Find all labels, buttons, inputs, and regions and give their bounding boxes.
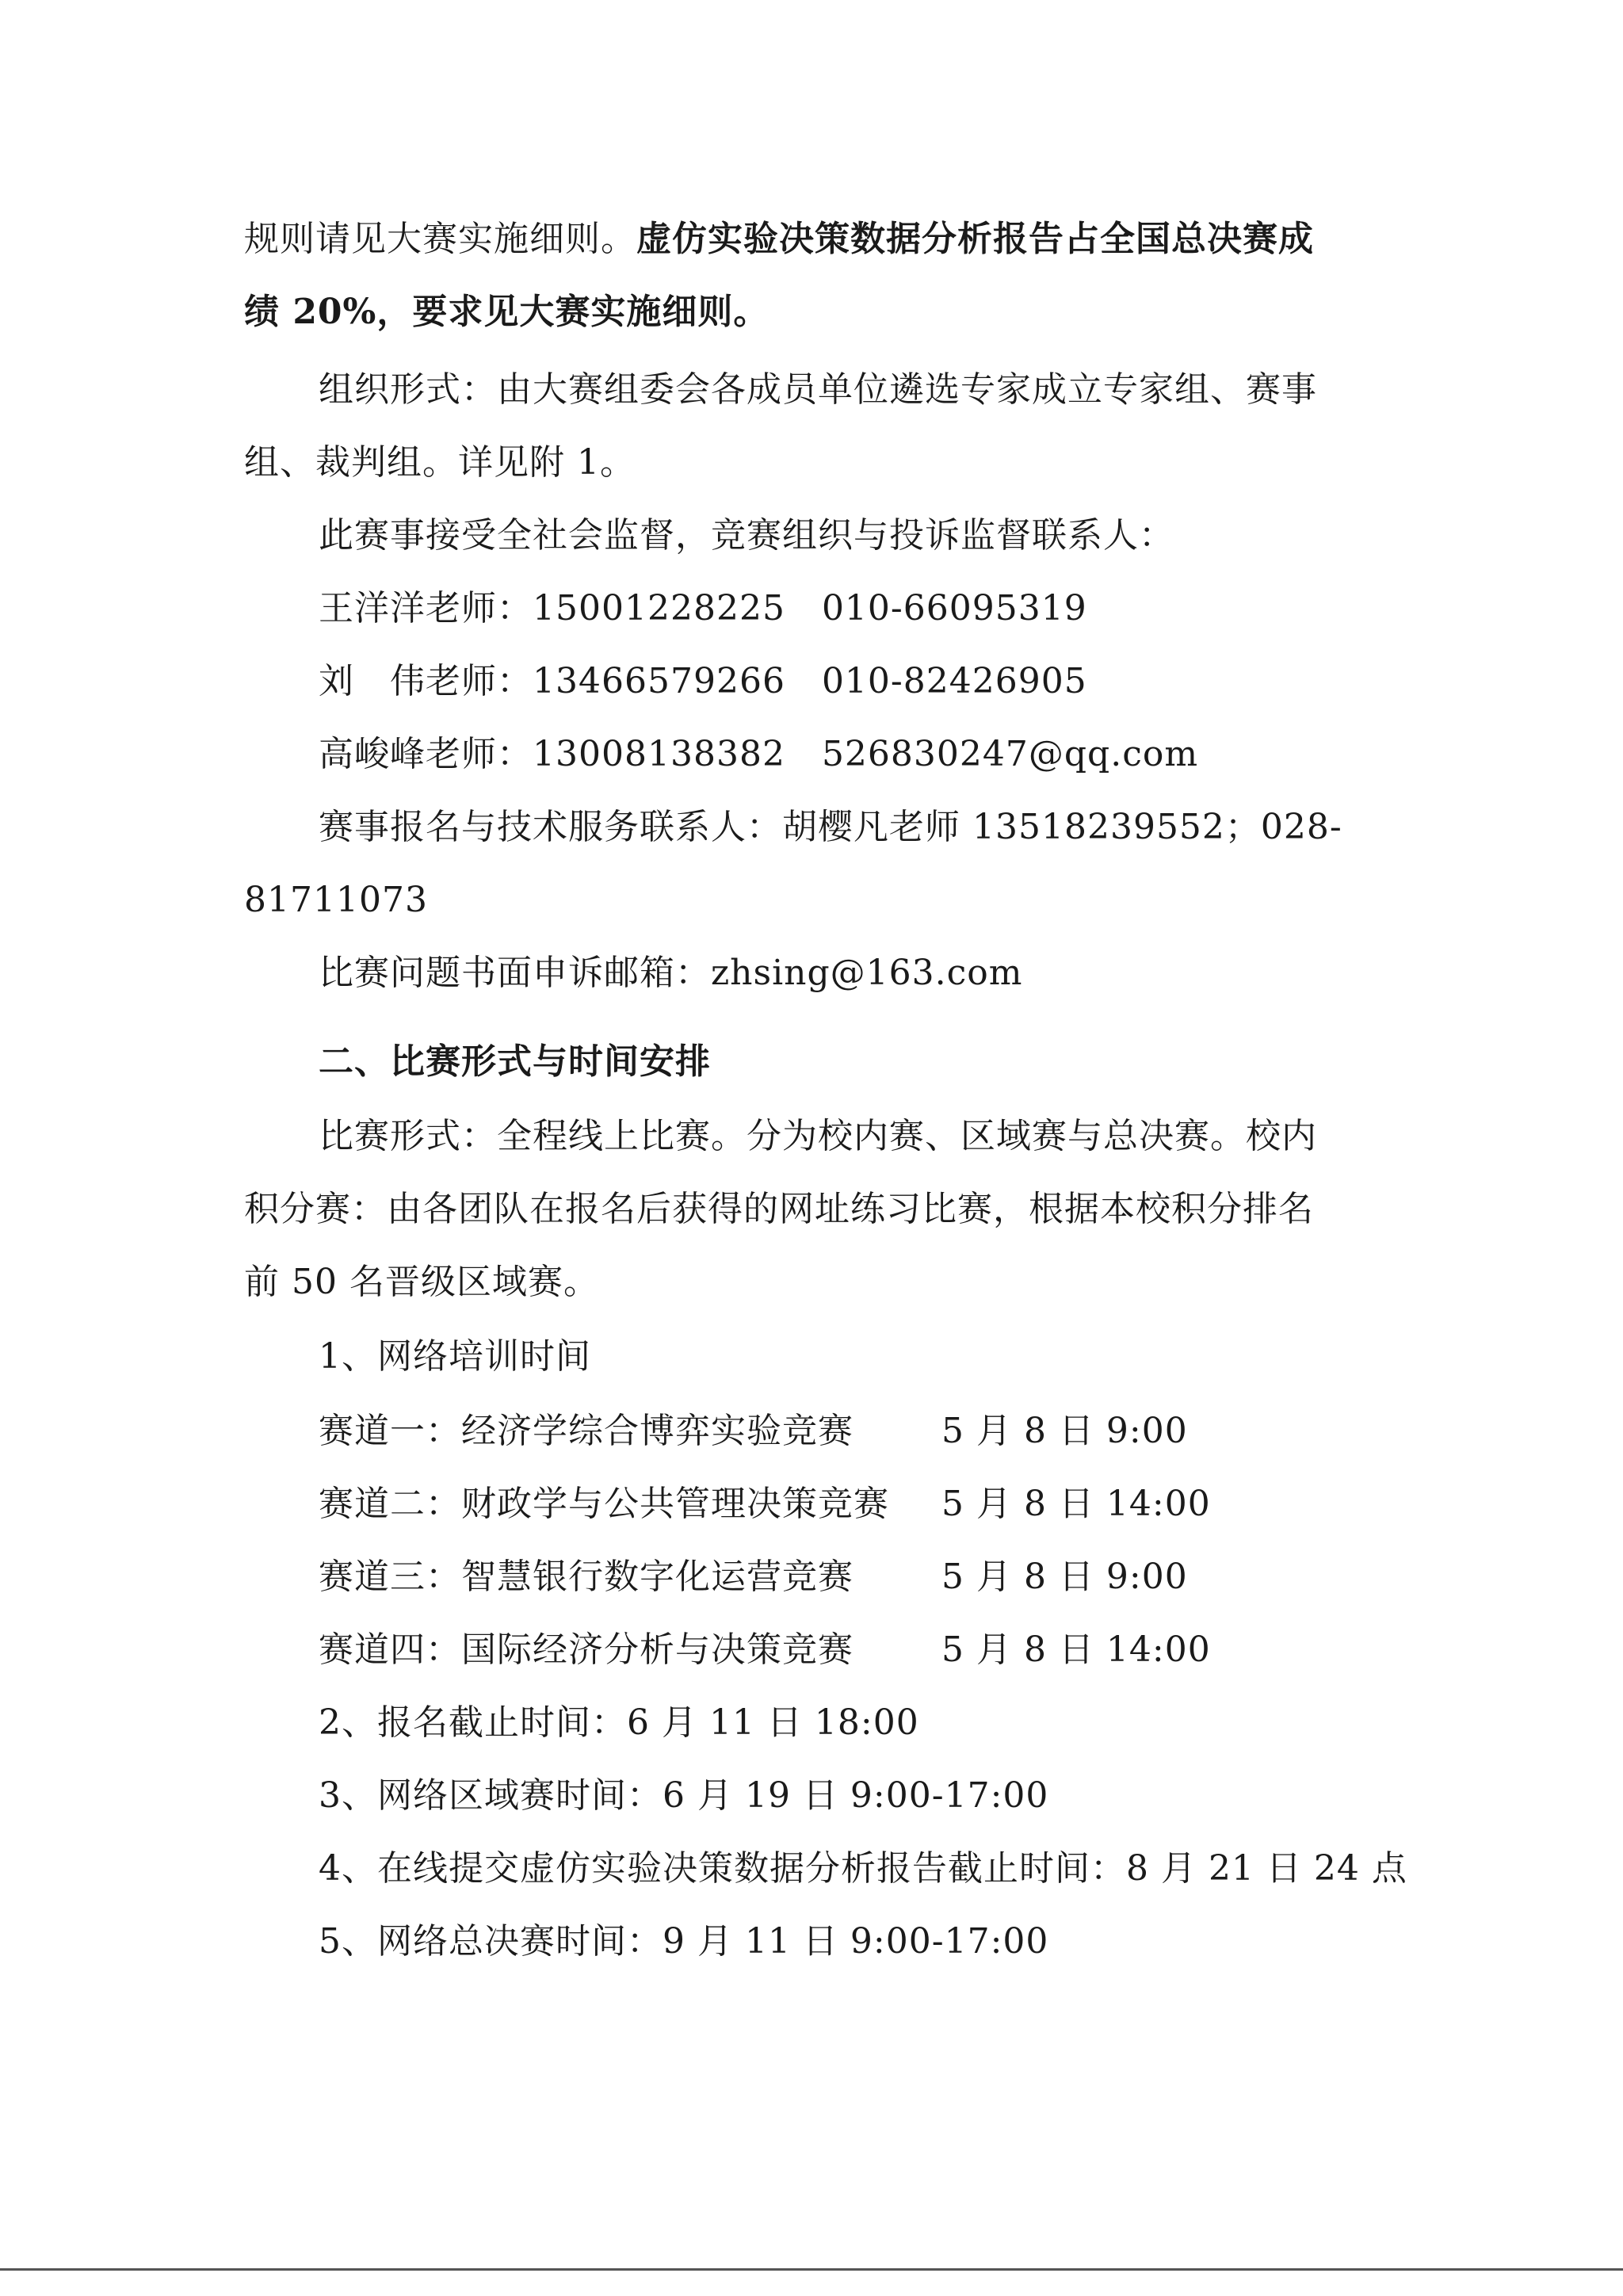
track-name: 赛道二：财政学与公共管理决策竞赛 (319, 1484, 889, 1524)
contact-row (319, 658, 1087, 705)
track-time: 5 月 8 日 9:00 (941, 1411, 1188, 1451)
track-name: 赛道一：经济学综合博弈实验竞赛 (319, 1411, 854, 1451)
track-row (319, 1408, 854, 1455)
para2-line1: 组织形式：由大赛组委会各成员单位遴选专家成立专家组、赛事 (319, 369, 1317, 410)
final-time: 5、网络总决赛时间：9 月 11 日 9:00-17:00 (319, 1921, 1049, 1962)
appeal-email-line: 比赛问题书面申诉邮箱：zhsing@163.com (319, 953, 1023, 993)
contact-name: 王洋洋老师： (319, 588, 533, 628)
para1-line2: 绩 20%，要求见大赛实施细则。 (244, 292, 769, 332)
form-line3: 前 50 名晋级区域赛。 (244, 1262, 599, 1302)
tech-contact-line1: 赛事报名与技术服务联系人：胡樱凡老师 13518239552；028- (319, 807, 1342, 847)
para1-bold-text-a: 虚仿实验决策数据分析报告占全国总决赛成 (636, 219, 1314, 259)
contact-name: 刘 伟老师： (319, 661, 533, 701)
track-name: 赛道四：国际经济分析与决策竞赛 (319, 1629, 854, 1670)
para2-line2: 组、裁判组。详见附 1。 (244, 442, 636, 483)
contact-row (319, 731, 1198, 778)
track-time: 5 月 8 日 9:00 (941, 1557, 1188, 1597)
section2-heading: 二、比赛形式与时间安排 (319, 1041, 711, 1082)
contact-email: 526830247@qq.com (821, 734, 1199, 774)
regional-time: 3、网络区域赛时间：6 月 19 日 9:00-17:00 (319, 1775, 1049, 1816)
contact-phone: 15001228225 (533, 588, 785, 628)
tech-contact-line2: 81711073 (244, 880, 428, 920)
track-row (319, 1626, 854, 1674)
contact-row (319, 585, 1087, 632)
track-name: 赛道三：智慧银行数字化运营竞赛 (319, 1557, 854, 1597)
supervision-intro: 此赛事接受全社会监督，竞赛组织与投诉监督联系人： (319, 515, 1174, 556)
track-time: 5 月 8 日 14:00 (941, 1629, 1211, 1670)
contact-name: 高峻峰老师： (319, 734, 533, 774)
contact-phone: 13008138382 (533, 734, 785, 774)
para1-normal-text: 规则请见大赛实施细则。 (244, 219, 636, 259)
para1-line1 (244, 216, 1314, 263)
bottom-divider (0, 2268, 1623, 2271)
track-row (319, 1480, 889, 1528)
track-row (319, 1553, 854, 1601)
registration-deadline: 2、报名截止时间：6 月 11 日 18:00 (319, 1702, 919, 1743)
contact-phone: 13466579266 (533, 661, 785, 701)
training-title: 1、网络培训时间 (319, 1336, 591, 1377)
report-deadline: 4、在线提交虚仿实验决策数据分析报告截止时间：8 月 21 日 24 点 (319, 1848, 1407, 1889)
form-line1: 比赛形式：全程线上比赛。分为校内赛、区域赛与总决赛。校内 (319, 1116, 1317, 1156)
track-time: 5 月 8 日 14:00 (941, 1484, 1211, 1524)
form-line2: 积分赛：由各团队在报名后获得的网址练习比赛，根据本校积分排名 (244, 1189, 1314, 1229)
contact-extra: 010-82426905 (821, 661, 1087, 701)
contact-extra: 010-66095319 (821, 588, 1087, 628)
